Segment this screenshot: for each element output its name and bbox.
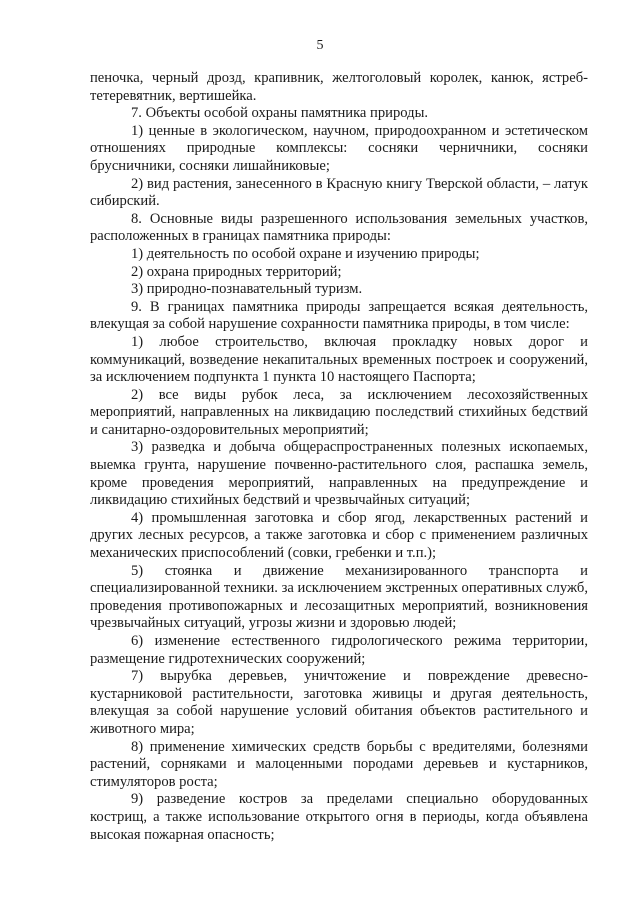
paragraph-9-item-3: 3) разведка и добыча общераспространенных полезных ископаемых, выемка грунта, нарушение почвенно-растительного слоя, распашка земель, кроме проведения мероприятий, направленных на предупреждение и ликвидацию стихийных бедствий и чрезвычайных ситуаций; (90, 439, 588, 509)
paragraph-9-item-1: 1) любое строительство, включая прокладку новых дорог и коммуникаций, возведение некапитальных временных построек и сооружений, за исключением подпункта 1 пункта 10 настоящего Паспорта; (90, 333, 588, 386)
paragraph-9-item-4: 4) промышленная заготовка и сбор ягод, лекарственных растений и других лесных ресурсов, а также заготовка и сбор с применением различных механических приспособлений (совки, гребенки и т.п.); (90, 509, 588, 562)
paragraph-9-item-8: 8) применение химических средств борьбы с вредителями, болезнями растений, сорняками и малоценными породами деревьев и кустарников, стимуляторов роста; (90, 738, 588, 790)
paragraph-9-item-9: 9) разведение костров за пределами специально оборудованных кострищ, а также использование открытого огня в периоды, когда объявлена высокая пожарная опасность; (90, 791, 588, 843)
document-body (90, 70, 588, 844)
paragraph-section-8: 8. Основные виды разрешенного использования земельных участков, расположенных в границах памятника природы: (90, 210, 588, 245)
paragraph-8-item-3: 3) природно-познавательный туризм. (131, 281, 363, 298)
paragraph-9-item-7: 7) вырубка деревьев, уничтожение и повреждение древесно-кустарниковой растительности, заготовка живицы и другая деятельность, влекущая за собой нарушение условий обитания объектов растительного и животного мира; (90, 668, 588, 737)
paragraph-9-item-2: 2) все виды рубок леса, за исключением лесохозяйственных мероприятий, направленных на ликвидацию последствий стихийных бедствий и санитарно-оздоровительных мероприятий; (90, 386, 588, 438)
paragraph-continued: пеночка, черный дрозд, крапивник, желтоголовый королек, канюк, ястреб-тетеревятник, вертишейка. (90, 70, 588, 104)
paragraph-9-item-5: 5) стоянка и движение механизированного транспорта и специализированной техники. за исключением экстренных оперативных служб, проведения противопожарных и лесозащитных мероприятий, возникновения чрезвычайных ситуаций, угрозы жизни и здоровью людей; (90, 562, 588, 632)
paragraph-8-item-1: 1) деятельность по особой охране и изучению природы; (131, 245, 480, 262)
paragraph-8-item-2: 2) охрана природных территорий; (131, 263, 342, 280)
paragraph-9-item-6: 6) изменение естественного гидрологического режима территории, размещение гидротехнических сооружений; (90, 633, 588, 667)
paragraph-7-item-1: 1) ценные в экологическом, научном, природоохранном и эстетическом отношениях природные комплексы: сосняки черничники, сосняки брусничники, сосняки лишайниковые; (90, 122, 588, 174)
paragraph-7-item-2: 2) вид растения, занесенного в Красную книгу Тверской области, – латук сибирский. (90, 175, 588, 210)
page-number: 5 (316, 38, 324, 53)
paragraph-section-7: 7. Объекты особой охраны памятника природы. (131, 105, 429, 122)
paragraph-section-9: 9. В границах памятника природы запрещается всякая деятельность, влекущая за собой нарушение сохранности памятника природы, в том числе: (90, 298, 588, 333)
